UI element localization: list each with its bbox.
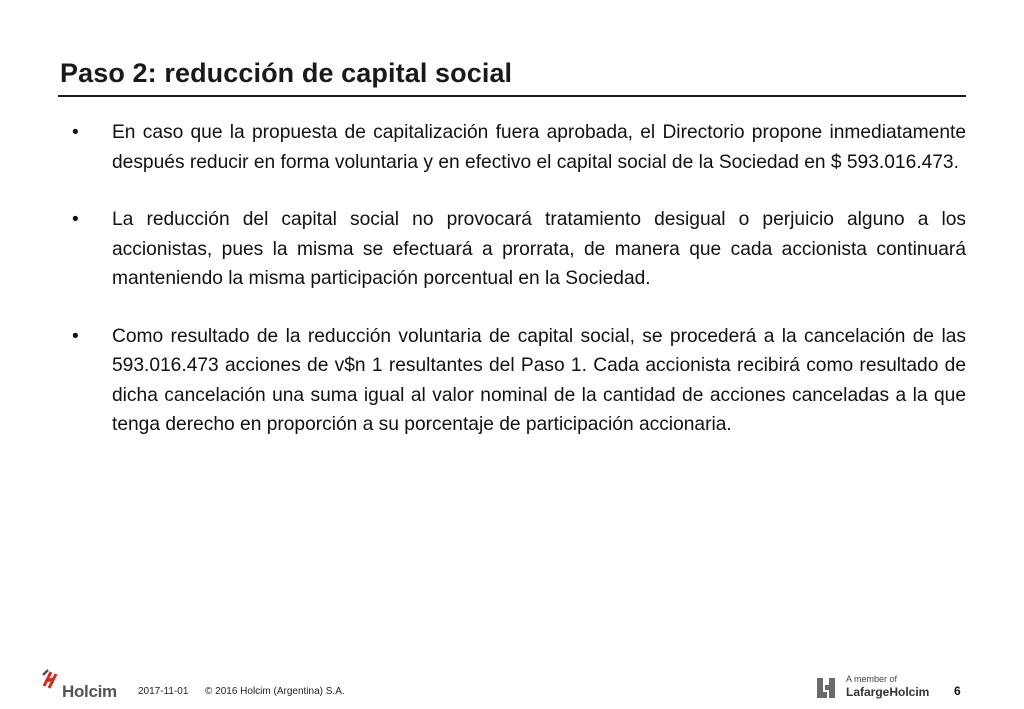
bullet-text: La reducción del capital social no provocará tratamiento desigual o perjuicio alguno a los accionistas, pues la misma se efectuará a prorrata, de manera que cada accionista continuará manteniendo la misma participación porcentual en la Sociedad. <box>112 209 966 289</box>
lafargeholcim-lh-logo-icon <box>816 677 838 699</box>
bullet-list <box>70 118 966 468</box>
lafargeholcim-logo <box>816 672 930 702</box>
bullet-item <box>70 322 966 440</box>
slide-title: Paso 2: reducción de capital social <box>60 58 513 88</box>
lafargeholcim-wordmark: LafargeHolcim <box>846 685 930 699</box>
holcim-logo <box>40 666 120 702</box>
holcim-wordmark: Holcim <box>62 682 117 701</box>
bullet-marker: • <box>72 122 79 143</box>
slide-footer <box>0 664 1024 709</box>
bullet-item <box>70 205 966 294</box>
title-underline <box>58 95 966 97</box>
footer-copyright: © 2016 Holcim (Argentina) S.A. <box>205 686 345 697</box>
bullet-marker: • <box>72 209 79 230</box>
member-of-label: A member of <box>846 674 898 684</box>
bullet-text: Como resultado de la reducción voluntaria de capital social, se procederá a la cancelación de las 593.016.473 acciones de v$n 1 resultantes del Paso 1. Cada accionista recibirá como resultado de dicha cancelación una suma igual al valor nominal de la cantidad de acciones canceladas a la que tenga derecho en proporción a su porcentaje de participación accionaria. <box>112 325 966 435</box>
bullet-item <box>70 118 966 177</box>
bullet-marker: • <box>72 325 79 347</box>
bullet-text: En caso que la propuesta de capitalización fuera aprobada, el Directorio propone inmediatamente después reducir en forma voluntaria y en efectivo el capital social de la Sociedad en $ 593.016.473. <box>112 122 966 173</box>
footer-date: 2017-11-01 <box>138 686 189 697</box>
page-number: 6 <box>954 684 961 698</box>
